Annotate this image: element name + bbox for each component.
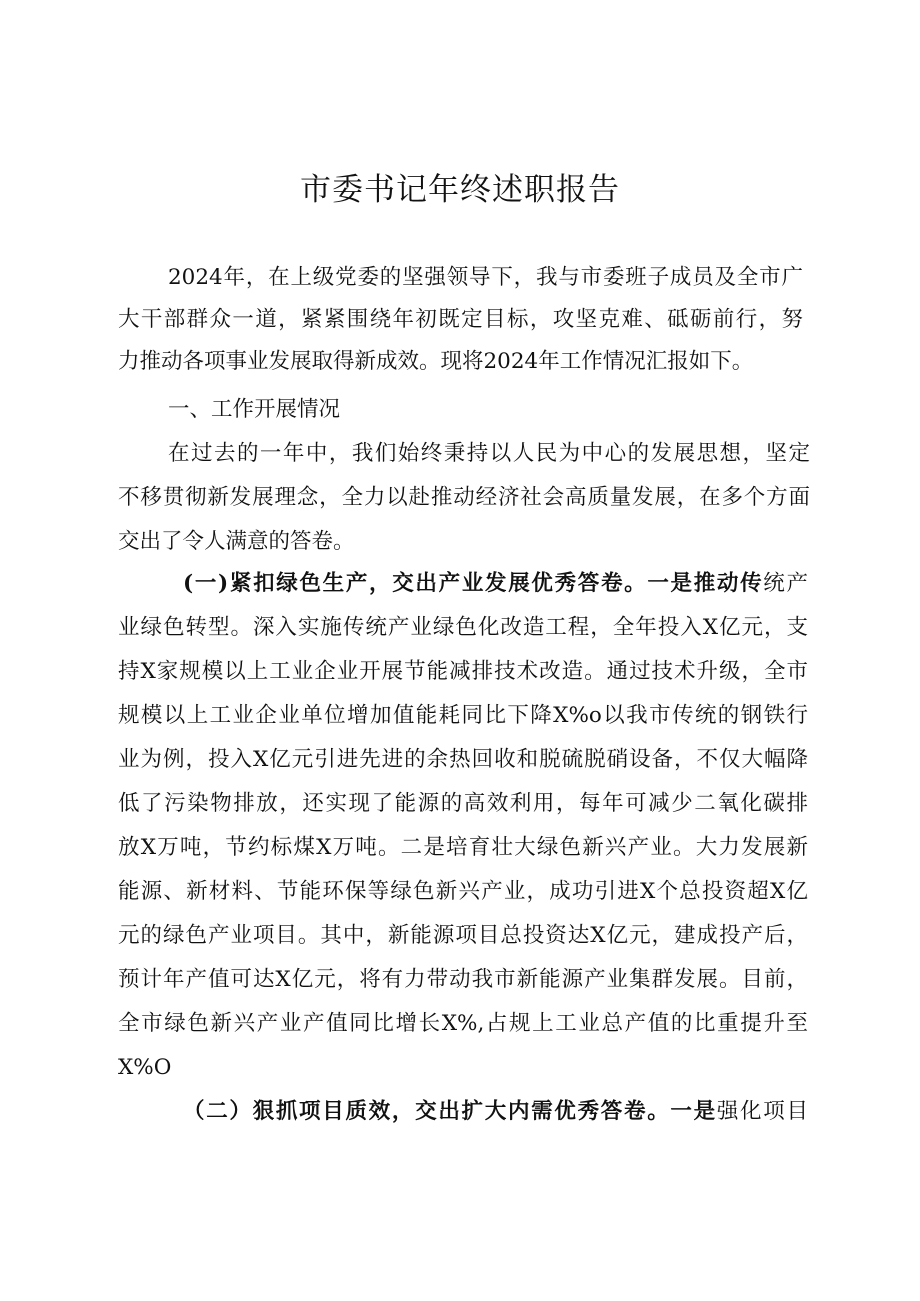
item1-lead-rest: 统产 bbox=[763, 571, 808, 596]
section-line-2: 不移贯彻新发展理念，全力以赴推动经济社会高质量发展，在多个方面 bbox=[118, 485, 810, 510]
item1-line-10: 全市绿色新兴产业产值同比增长X%,占规上工业总产值的比重提升至 bbox=[118, 1011, 808, 1036]
item1-line-1: 业绿色转型。深入实施传统产业绿色化改造工程，全年投入X亿元，支 bbox=[118, 615, 808, 640]
item1-lead-bold: (一)紧扣绿色生产，交出产业发展优秀答卷。一是推动传 bbox=[183, 571, 764, 596]
item2-lead-line bbox=[183, 1096, 808, 1128]
intro-line-3: 力推动各项事业发展取得新成效。现将2024年工作情况汇报如下。 bbox=[118, 349, 754, 374]
item1-line-5: 低了污染物排放，还实现了能源的高效利用，每年可减少二氧化碳排 bbox=[118, 791, 808, 816]
item1-line-3: 规模以上工业企业单位增加值能耗同比下降X%o以我市传统的钢铁行 bbox=[118, 703, 808, 728]
item1-line-9: 预计年产值可达X亿元，将有力带动我市新能源产业集群发展。目前， bbox=[118, 967, 808, 992]
item1-line-7: 能源、新材料、节能环保等绿色新兴产业，成功引进X个总投资超X亿 bbox=[118, 879, 808, 904]
section-line-3: 交出了令人满意的答卷。 bbox=[118, 529, 355, 554]
intro-line-1: 2024年，在上级党委的坚强领导下，我与市委班子成员及全市广 bbox=[168, 265, 803, 290]
section-heading: 一、工作开展情况 bbox=[168, 397, 341, 422]
item2-lead-rest: 强化项目 bbox=[716, 1099, 808, 1124]
item1-line-11: X%O bbox=[118, 1055, 172, 1080]
item1-line-2: 持X家规模以上工业企业开展节能减排技术改造。通过技术升级，全市 bbox=[118, 659, 808, 684]
section-line-1: 在过去的一年中，我们始终秉持以人民为中心的发展思想，坚定 bbox=[168, 441, 810, 466]
item1-line-4: 业为例，投入X亿元引进先进的余热回收和脱硫脱硝设备，不仅大幅降 bbox=[118, 747, 808, 772]
item1-lead-line bbox=[183, 568, 808, 600]
document-title: 市委书记年终述职报告 bbox=[300, 172, 620, 208]
item1-line-6: 放X万吨，节约标煤X万吨。二是培育壮大绿色新兴产业。大力发展新 bbox=[118, 835, 808, 860]
intro-line-2: 大干部群众一道，紧紧围绕年初既定目标，攻坚克难、砥砺前行，努 bbox=[118, 307, 803, 332]
item1-line-8: 元的绿色产业项目。其中，新能源项目总投资达X亿元，建成投产后， bbox=[118, 923, 808, 948]
item2-lead-bold: （二）狠抓项目质效，交出扩大内需优秀答卷。一是 bbox=[183, 1099, 717, 1124]
